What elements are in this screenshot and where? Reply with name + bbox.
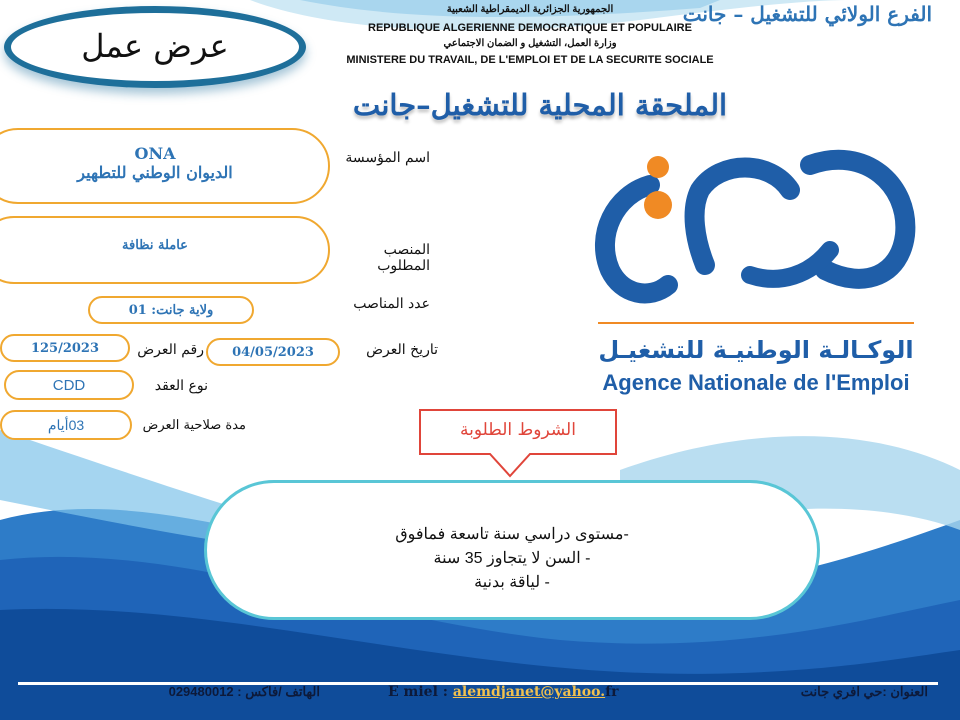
position-label: المنصب المطلوب bbox=[377, 242, 430, 274]
republic-arabic: الجمهورية الجزائرية الديمقراطية الشعبية bbox=[446, 4, 614, 15]
footer-email-link[interactable]: alemdjanet@yahoo. bbox=[452, 684, 606, 700]
conditions-title: الشروط الطلوبة bbox=[460, 420, 576, 440]
condition-item: -مستوى دراسي سنة تاسعة فمافوق bbox=[395, 526, 629, 543]
logo-name-arabic: الوكـالـة الوطنيـة للتشغيـل bbox=[598, 336, 914, 364]
institution-field bbox=[0, 128, 330, 204]
count-value: ولاية جانت: 01 bbox=[128, 303, 214, 318]
offer-number-field bbox=[0, 334, 130, 362]
count-field bbox=[88, 296, 254, 324]
footer-email-tail: fr bbox=[605, 684, 619, 700]
offer-date-value: 04/05/2023 bbox=[232, 345, 314, 360]
branch-title: الفرع الولائي للتشغيل – جانت bbox=[682, 2, 932, 26]
ministry-french: MINISTERE DU TRAVAIL, DE L'EMPLOI ET DE LA SECURITE SOCIALE bbox=[346, 54, 714, 66]
footer-email bbox=[388, 684, 619, 700]
validity-label: مدة صلاحية العرض bbox=[142, 418, 246, 433]
offer-number-value: 125/2023 bbox=[30, 341, 100, 356]
logo-divider bbox=[598, 322, 914, 324]
validity-value: 03أيام bbox=[47, 417, 85, 433]
footer-address: العنوان :حي افري جانت bbox=[800, 684, 928, 699]
conditions-callout bbox=[418, 408, 618, 480]
condition-item: - السن لا يتجاوز 35 سنة bbox=[433, 550, 591, 567]
conditions-box bbox=[204, 480, 820, 620]
count-label: عدد المناصب bbox=[353, 296, 430, 312]
contract-field bbox=[4, 370, 134, 400]
ministry-arabic: وزارة العمل، التشغيل و الضمان الاجتماعي bbox=[443, 38, 617, 49]
offer-badge bbox=[4, 6, 306, 88]
republic-french: REPUBLIQUE ALGERIENNE DEMOCRATIQUE ET POPULAIRE bbox=[368, 22, 692, 34]
institution-label: اسم المؤسسة bbox=[345, 150, 430, 166]
position-field bbox=[0, 216, 330, 284]
offer-date-field bbox=[206, 338, 340, 366]
contract-label: نوع العقد bbox=[154, 378, 208, 394]
offer-date-label: تاريخ العرض bbox=[366, 342, 438, 358]
offer-number-label: رقم العرض bbox=[137, 342, 204, 358]
institution-value-ar: الديوان الوطني للتطهير bbox=[77, 163, 233, 182]
contract-value: CDD bbox=[52, 377, 86, 394]
logo-name-french: Agence Nationale de l'Emploi bbox=[602, 370, 910, 395]
condition-item: - لياقة بدنية bbox=[474, 574, 550, 591]
footer-phone: الهاتف /فاكس : 029480012 bbox=[168, 684, 320, 699]
validity-field bbox=[0, 410, 132, 440]
offer-badge-text: عرض عمل bbox=[81, 27, 229, 65]
institution-value-en: ONA bbox=[134, 144, 176, 163]
conditions-list bbox=[207, 523, 817, 595]
agency-title: الملحقة المحلية للتشغيل–جانت bbox=[352, 88, 728, 122]
anem-logo-icon bbox=[580, 125, 930, 325]
position-value: عاملة نظافة bbox=[122, 238, 188, 253]
footer-email-label: E miel : bbox=[388, 684, 453, 700]
